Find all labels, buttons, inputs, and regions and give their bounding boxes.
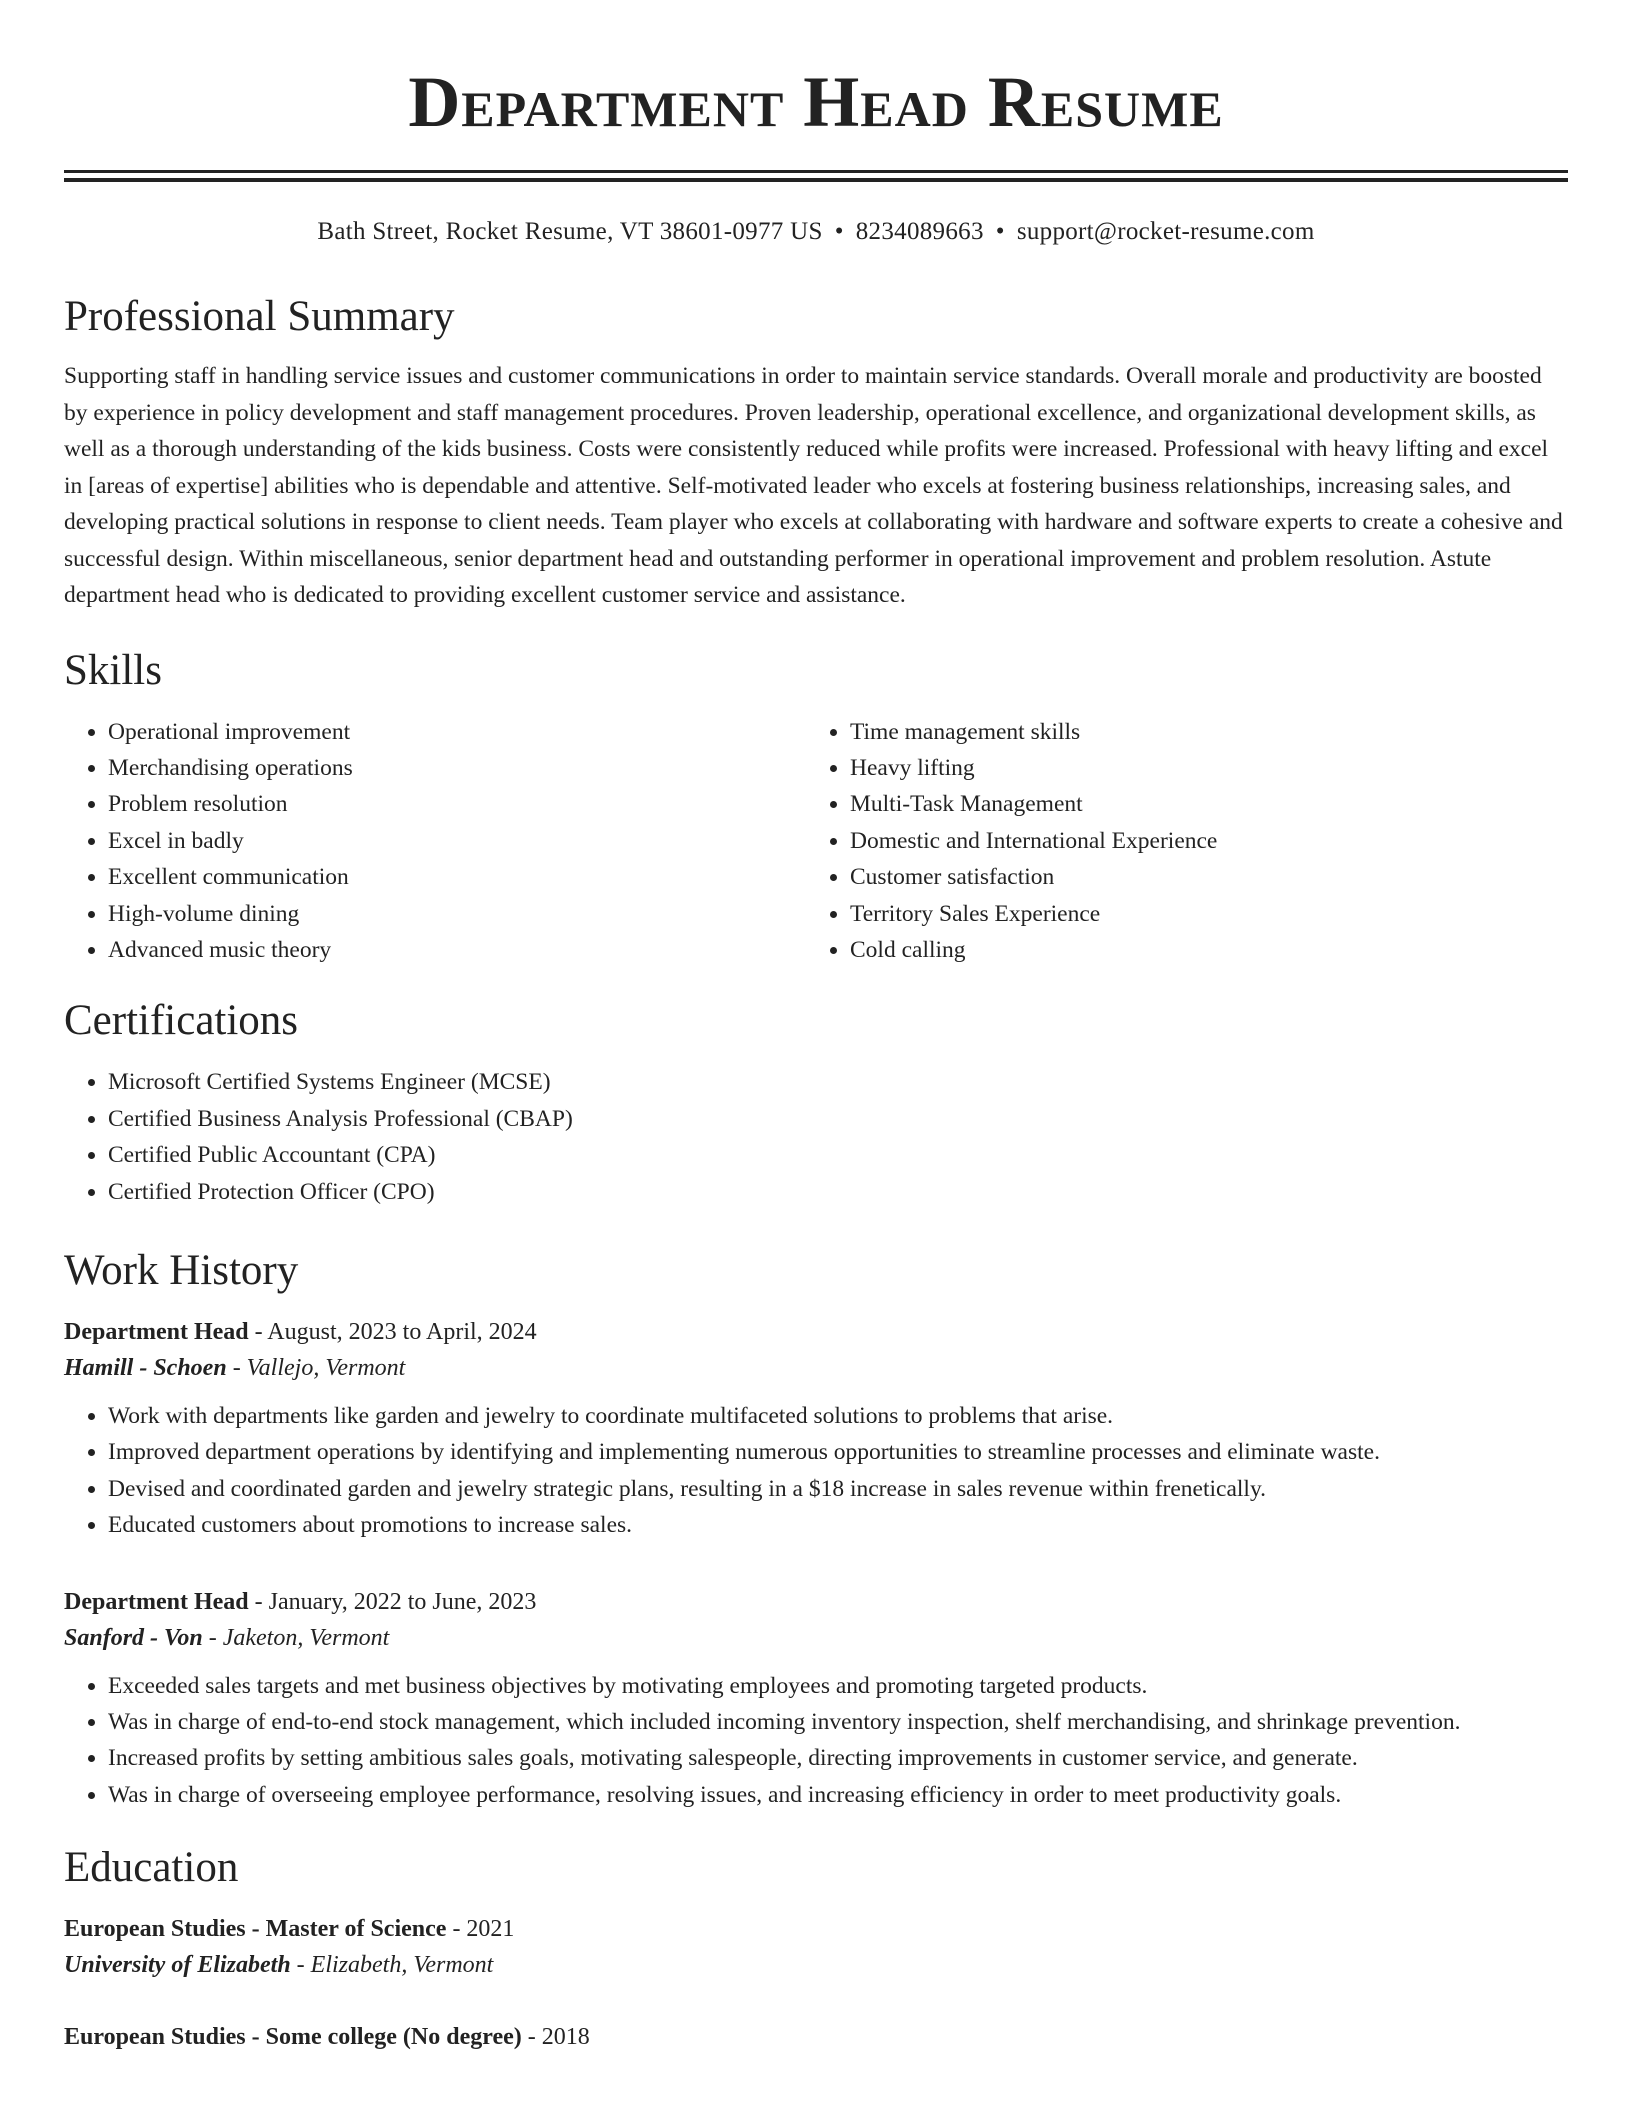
list-item: • Advanced music theory: [108, 932, 806, 968]
list-item: • Merchandising operations: [108, 750, 806, 786]
contact-email: support@rocket-resume.com: [1016, 218, 1315, 245]
list-item: • Cold calling: [850, 932, 1568, 968]
contact-phone: 8234089663: [855, 218, 984, 245]
list-item: • Certified Business Analysis Professional (CBAP): [108, 1101, 1568, 1137]
job-dates: - January, 2022 to June, 2023: [248, 1588, 537, 1615]
job-title: Department Head: [64, 1318, 249, 1345]
education-degree: European Studies - Some college (No degree): [64, 2024, 522, 2051]
certifications-list: [64, 1064, 1568, 1210]
job-location: - Jaketon, Vermont: [202, 1624, 390, 1651]
title-divider-bottom: [64, 178, 1568, 182]
education-school-line: [64, 1947, 1568, 1983]
education-year: - 2018: [521, 2024, 590, 2051]
education-year: - 2021: [446, 1916, 515, 1943]
job-company-line: [64, 1620, 1568, 1656]
job-title: Department Head: [64, 1588, 249, 1615]
list-item: • Territory Sales Experience: [850, 896, 1568, 932]
education-heading: Education: [64, 1844, 239, 1892]
contact-separator: •: [834, 218, 844, 245]
list-item: • Exceeded sales targets and met business objectives by motivating employees and promoting targeted products.: [108, 1668, 1568, 1704]
work-history-heading: Work History: [64, 1246, 299, 1294]
list-item: • Problem resolution: [108, 786, 806, 822]
job-company: Sanford - Von: [64, 1624, 203, 1651]
skills-heading: Skills: [64, 646, 162, 694]
list-item: • Domestic and International Experience: [850, 823, 1568, 859]
education-degree: European Studies - Master of Science: [64, 1916, 447, 1943]
education-location: - Elizabeth, Vermont: [290, 1952, 494, 1979]
list-item: • Work with departments like garden and jewelry to coordinate multifaceted solutions to problems that arise.: [108, 1398, 1568, 1434]
list-item: • Was in charge of end-to-end stock management, which included incoming inventory inspection, shelf merchandising, and shrinkage prevention.: [108, 1704, 1568, 1740]
job-title-line: [64, 1314, 1568, 1350]
certifications-heading: Certifications: [64, 997, 299, 1045]
education-entry: [64, 1911, 1568, 1983]
list-item: • Excellent communication: [108, 859, 806, 895]
job-title-line: [64, 1584, 1568, 1620]
job-company: Hamill - Schoen: [64, 1354, 227, 1381]
summary-text: Supporting staff in handling service issues and customer communications in order to maintain service standards. Overall morale and productivity are boosted by experience in policy development and staff management procedures. Proven leadership, operational excellence, and organizational development skills, as well as a thorough understanding of the kids business. Costs were consistently reduced while profits were increased. Professional with heavy lifting and excel in [areas of expertise] abilities who is dependable and attentive. Self-motivated leader who excels at fostering business relationships, increasing sales, and developing practical solutions in response to client needs. Team player who excels at collaborating with hardware and software experts to create a cohesive and successful design. Within miscellaneous, senior department head and outstanding performer in operational improvement and problem resolution. Astute department head who is dedicated to providing excellent customer service and assistance.: [64, 363, 1563, 608]
list-item: • High-volume dining: [108, 896, 806, 932]
contact-line: [64, 216, 1568, 248]
education-degree-line: [64, 1911, 1568, 1947]
job-entry: [64, 1584, 1568, 1814]
education-school: University of Elizabeth: [64, 1952, 291, 1979]
job-dates: - August, 2023 to April, 2024: [248, 1318, 537, 1345]
job-location: - Vallejo, Vermont: [226, 1354, 406, 1381]
list-item: • Heavy lifting: [850, 750, 1568, 786]
skills-columns: [64, 714, 1568, 969]
education-entry: [64, 2019, 1568, 2055]
job-entry: [64, 1314, 1568, 1544]
skills-list-right: [806, 714, 1568, 969]
list-item: • Certified Protection Officer (CPO): [108, 1174, 1568, 1210]
list-item: • Certified Public Accountant (CPA): [108, 1137, 1568, 1173]
list-item: • Time management skills: [850, 714, 1568, 750]
list-item: • Multi-Task Management: [850, 786, 1568, 822]
skills-list-left: [64, 714, 806, 969]
list-item: • Improved department operations by identifying and implementing numerous opportunities to streamline processes and eliminate waste.: [108, 1434, 1568, 1470]
contact-address: Bath Street, Rocket Resume, VT 38601-0977 US: [317, 218, 823, 245]
education-degree-line: [64, 2019, 1568, 2055]
contact-separator: •: [995, 218, 1005, 245]
job-bullets: [64, 1398, 1568, 1544]
list-item: • Increased profits by setting ambitious sales goals, motivating salespeople, directing improvements in customer service, and generate.: [108, 1740, 1568, 1776]
list-item: • Microsoft Certified Systems Engineer (MCSE): [108, 1064, 1568, 1100]
list-item: • Educated customers about promotions to increase sales.: [108, 1507, 1568, 1543]
title-divider-top: [64, 170, 1568, 173]
job-bullets: [64, 1668, 1568, 1814]
job-company-line: [64, 1350, 1568, 1386]
list-item: • Customer satisfaction: [850, 859, 1568, 895]
list-item: • Excel in badly: [108, 823, 806, 859]
page-title: Department Head Resume: [408, 62, 1224, 142]
list-item: • Devised and coordinated garden and jewelry strategic plans, resulting in a $18 increase in sales revenue within frenetically.: [108, 1471, 1568, 1507]
summary-heading: Professional Summary: [64, 293, 455, 340]
list-item: • Operational improvement: [108, 714, 806, 750]
list-item: • Was in charge of overseeing employee performance, resolving issues, and increasing efficiency in order to meet productivity goals.: [108, 1777, 1568, 1813]
